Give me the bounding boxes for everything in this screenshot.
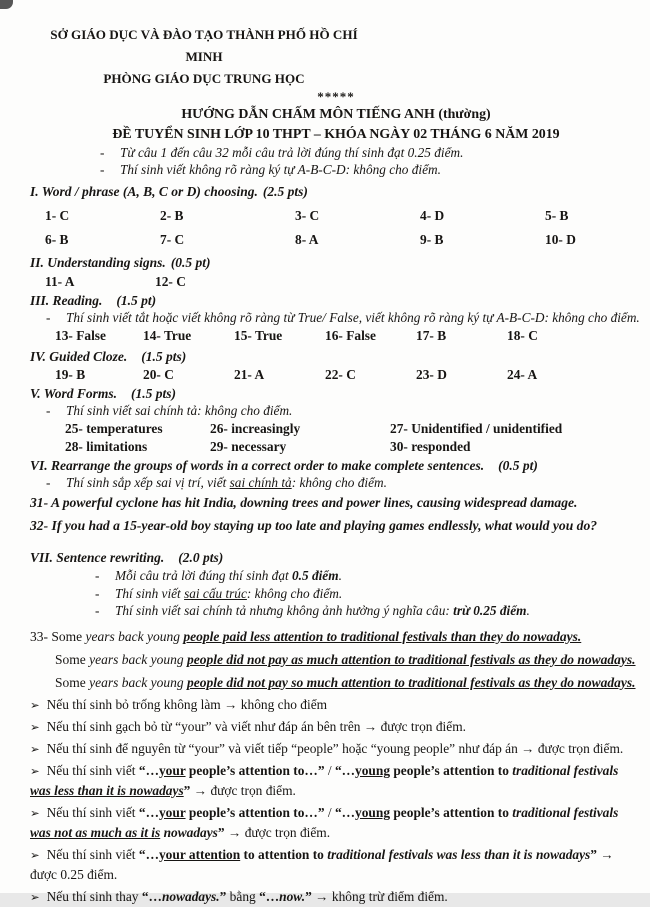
- arrow-bullet-icon: ➢: [30, 889, 40, 904]
- section-points: (1.5 pts): [131, 386, 177, 401]
- section-note: [30, 402, 642, 419]
- section-title: II. Understanding signs.: [30, 255, 166, 270]
- intro-note: [30, 161, 642, 178]
- section-heading-4: [30, 348, 642, 365]
- answer-cell: 30- responded: [390, 439, 471, 454]
- answer-cell: 12- C: [155, 274, 186, 289]
- answer-cell: 4- D: [420, 208, 445, 223]
- answer-cell: 5- B: [545, 208, 569, 223]
- section-heading-1: [30, 183, 642, 200]
- answer-cell: 19- B: [55, 367, 86, 382]
- section-heading-7: [30, 549, 642, 566]
- arrow-bullet-icon: ➢: [30, 719, 40, 734]
- department-line1: SỞ GIÁO DỤC VÀ ĐÀO TẠO THÀNH PHỐ HỒ CHÍ MINH: [50, 27, 358, 64]
- department-line2: PHÒNG GIÁO DỤC TRUNG HỌC: [103, 71, 305, 86]
- section-points: (2.5 pts): [262, 184, 308, 199]
- answer-row: [30, 420, 642, 437]
- answer-cell: 16- False: [325, 328, 376, 343]
- answer-row: [30, 367, 642, 383]
- answer-row: [30, 438, 642, 455]
- section-heading-2: [30, 254, 642, 271]
- question-33-alt-answer: Some years back young people did not pay as much attention to traditional festivals as they do nowadays.: [55, 651, 636, 667]
- section-note: [30, 567, 642, 585]
- answer-row: [30, 328, 642, 344]
- stars-divider: *****: [317, 89, 355, 104]
- section-heading-6: [30, 457, 642, 474]
- section-heading-5: [30, 385, 642, 402]
- section-note: [30, 474, 642, 491]
- answer-cell: 17- B: [416, 328, 447, 343]
- question-32-answer: 32- If you had a 15-year-old boy staying up too late and playing games endlessly, what would you do?: [30, 518, 598, 533]
- doc-title-line1: HƯỚNG DẪN CHẤM MÔN TIẾNG ANH (thường): [181, 107, 491, 122]
- section-note-text: Thí sinh viết sai cấu trúc: không cho điểm.: [115, 585, 343, 601]
- question-33-alt-answer: Some years back young people did not pay so much attention to traditional festivals as they do nowadays.: [55, 674, 636, 690]
- grading-note-text: Nếu thí sinh bỏ trống không làm → không cho điểm: [46, 696, 328, 712]
- question-31-answer: 31- A powerful cyclone has hit India, downing trees and power lines, causing widespread damage.: [30, 495, 578, 510]
- dash-bullet-icon: -: [95, 585, 100, 601]
- answer-cell: 29- necessary: [210, 439, 287, 454]
- answer-cell: 22- C: [325, 367, 356, 382]
- answer-row: [30, 208, 642, 224]
- arrow-bullet-icon: ➢: [30, 697, 40, 712]
- section-title: III. Reading.: [30, 293, 103, 308]
- answer-cell: 24- A: [507, 367, 538, 382]
- intro-note-text: Từ câu 1 đến câu 32 mỗi câu trả lời đúng thí sinh đạt 0.25 điểm.: [120, 145, 464, 160]
- section-note-text: Mỗi câu trả lời đúng thí sinh đạt 0.5 điểm.: [115, 568, 342, 583]
- grading-note: [30, 761, 642, 801]
- scan-artifact: [0, 0, 13, 9]
- answer-cell: 1- C: [45, 208, 70, 223]
- dash-bullet-icon: -: [46, 310, 51, 325]
- intro-note-text: Thí sinh viết không rõ ràng ký tự A-B-C-D: không cho điểm.: [120, 162, 441, 177]
- section-points: (0.5 pt): [498, 458, 538, 473]
- dash-bullet-icon: -: [95, 568, 100, 583]
- answer-cell: 26- increasingly: [210, 421, 301, 436]
- answer-cell: 3- C: [295, 208, 320, 223]
- arrow-bullet-icon: ➢: [30, 805, 40, 820]
- section-note: [30, 309, 642, 326]
- grading-note-text: Nếu thí sinh viết “…your people’s attention to…” / “…young people’s attention to traditional festivals was not as much as it is nowadays” → được trọn điểm.: [30, 804, 619, 840]
- answer-cell: 28- limitations: [65, 439, 148, 454]
- grading-note: [30, 717, 642, 737]
- section-note-text: Thí sinh viết sai chính tả nhưng không ảnh hưởng ý nghĩa câu: trừ 0.25 điểm.: [115, 603, 530, 618]
- answer-cell: 9- B: [420, 232, 444, 247]
- grading-note: [30, 803, 642, 843]
- grading-note-text: Nếu thí sinh viết “…your attention to attention to traditional festivals was less than it is nowadays” → được 0.25 điểm.: [30, 846, 614, 882]
- dash-bullet-icon: -: [100, 145, 105, 160]
- grading-note: [30, 845, 642, 885]
- answer-cell: 14- True: [143, 328, 192, 343]
- arrow-bullet-icon: ➢: [30, 763, 40, 778]
- answer-cell: 7- C: [160, 232, 185, 247]
- section-note: [30, 602, 642, 620]
- section-title: V. Word Forms.: [30, 386, 118, 401]
- grading-note: [30, 739, 642, 759]
- section-title: VI. Rearrange the groups of words in a correct order to make complete sentences.: [30, 458, 485, 473]
- answer-cell: 10- D: [545, 232, 576, 247]
- answer-cell: 20- C: [143, 367, 174, 382]
- grading-note: [30, 887, 642, 907]
- answer-cell: 25- temperatures: [65, 421, 163, 436]
- section-note-text: Thí sinh viết tắt hoặc viết không rõ ràng từ True/ False, viết không rõ ràng ký tự A-B-C-D: không cho điểm.: [66, 310, 640, 325]
- grading-note: [30, 695, 642, 715]
- section-points: (1.5 pts): [141, 349, 187, 364]
- arrow-bullet-icon: ➢: [30, 741, 40, 756]
- answer-row: [30, 232, 642, 248]
- answer-cell: 11- A: [45, 274, 75, 289]
- dash-bullet-icon: -: [46, 403, 51, 418]
- dash-bullet-icon: -: [46, 475, 51, 490]
- answer-cell: 8- A: [295, 232, 319, 247]
- doc-title-line2: ĐỀ TUYỂN SINH LỚP 10 THPT – KHÓA NGÀY 02 THÁNG 6 NĂM 2019: [112, 127, 560, 142]
- section-note-text: Thí sinh viết sai chính tả: không cho điểm.: [66, 403, 293, 418]
- grading-note-text: Nếu thí sinh gạch bỏ từ “your” và viết như đáp án bên trên → được trọn điểm.: [46, 718, 466, 734]
- answer-cell: 21- A: [234, 367, 265, 382]
- answer-row: [30, 274, 642, 290]
- section-points: (1.5 pt): [116, 293, 157, 308]
- answer-cell: 15- True: [234, 328, 283, 343]
- arrow-bullet-icon: ➢: [30, 847, 40, 862]
- answer-cell: 2- B: [160, 208, 184, 223]
- question-33-answer: 33- Some years back young people paid less attention to traditional festivals than they do nowadays.: [30, 628, 582, 644]
- section-title: I. Word / phrase (A, B, C or D) choosing.: [30, 184, 258, 199]
- section-note-text: Thí sinh sắp xếp sai vị trí, viết sai chính tả: không cho điểm.: [66, 475, 387, 490]
- grading-note-text: Nếu thí sinh để nguyên từ “your” và viết tiếp “people” hoặc “young people” như đáp án → được trọn điểm.: [46, 740, 624, 756]
- section-heading-3: [30, 292, 642, 309]
- dash-bullet-icon: -: [100, 162, 105, 177]
- dash-bullet-icon: -: [95, 603, 100, 618]
- department-block: [38, 24, 370, 90]
- answer-cell: 27- Unidentified / unidentified: [390, 421, 563, 436]
- answer-cell: 18- C: [507, 328, 538, 343]
- section-note: [30, 585, 642, 603]
- intro-note: [30, 144, 642, 161]
- section-points: (0.5 pt): [170, 255, 211, 270]
- grading-note-text: Nếu thí sinh viết “…your people’s attention to…” / “…young people’s attention to traditional festivals was less than it is nowadays” → được trọn điểm.: [30, 762, 619, 798]
- grading-note-text: Nếu thí sinh thay “…nowadays.” bằng “…now.” → không trừ điểm điểm.: [46, 888, 448, 904]
- section-points: (2.0 pts): [178, 550, 224, 565]
- section-title: IV. Guided Cloze.: [30, 349, 128, 364]
- answer-cell: 6- B: [45, 232, 69, 247]
- answer-cell: 23- D: [416, 367, 447, 382]
- answer-cell: 13- False: [55, 328, 106, 343]
- section-title: VII. Sentence rewriting.: [30, 550, 165, 565]
